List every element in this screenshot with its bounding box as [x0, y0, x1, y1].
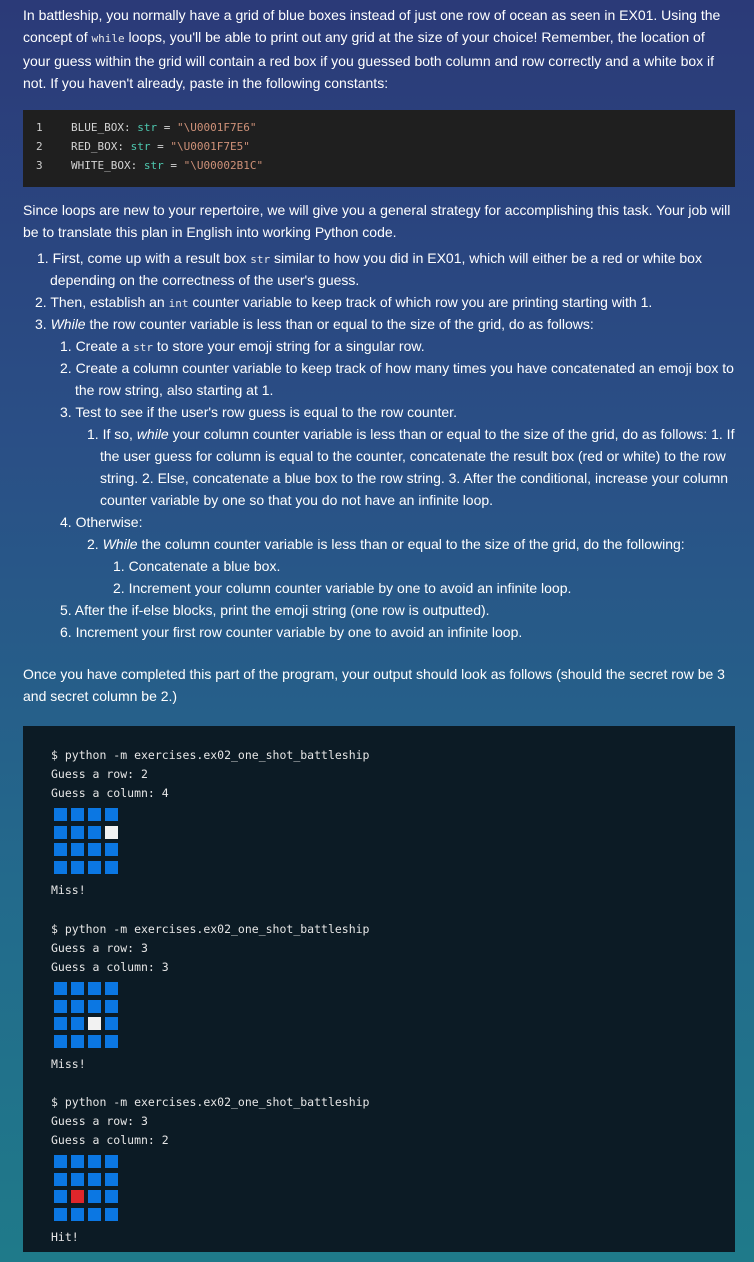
- grid-row: [54, 806, 118, 824]
- grid-row: [54, 859, 118, 877]
- blue-box-icon: [71, 1000, 84, 1013]
- constant-value: "\U0001F7E5": [170, 140, 250, 153]
- list-item: 5. After the if-else blocks, print the emoji string (one row is outputted).: [60, 602, 490, 618]
- line-number: 3: [36, 159, 43, 172]
- type-annotation: str: [143, 159, 164, 172]
- battleship-grid: [54, 980, 118, 1050]
- terminal-column-prompt: Guess a column: 3: [51, 960, 169, 974]
- constants-code-block[interactable]: 1 BLUE_BOX: str = "\U0001F7E6" 2 RED_BOX: str = "\U0001F7E5" 3 WHITE_BOX: str = "\U00002B1C": [23, 110, 735, 187]
- inline-code-str: str: [133, 341, 154, 354]
- blue-box-icon: [88, 861, 101, 874]
- blue-box-icon: [105, 1035, 118, 1048]
- intro-text-continued: loops, you'll be able to print out any grid at the size of your choice! Remember, the location of your guess within the grid will contain a red box if you guessed both column and row correctly and a white box if not. If you haven't already, paste in the following constants:: [23, 29, 715, 91]
- list-item: 2. While the column counter variable is less than or equal to the size of the grid, do the following:: [87, 536, 685, 552]
- list-item: 6. Increment your first row counter variable by one to avoid an infinite loop.: [60, 624, 523, 640]
- blue-box-icon: [71, 982, 84, 995]
- blue-box-icon: [88, 1000, 101, 1013]
- blue-box-icon: [88, 982, 101, 995]
- list-item-continued: the row string, also starting at 1.: [75, 382, 274, 398]
- list-item-continued: the user guess for column is equal to the counter, concatenate the result box (red or white) to the row: [100, 448, 726, 464]
- line-number: 1: [36, 121, 43, 134]
- list-item: 2. Then, establish an int counter variable to keep track of which row you are printing starting with 1.: [35, 294, 653, 310]
- grid-row: [54, 1206, 118, 1224]
- output-intro: Once you have completed this part of the program, your output should look as follows (should the secret row be 3 and secret column be 2.): [23, 666, 725, 704]
- blue-box-icon: [54, 1190, 67, 1203]
- blue-box-icon: [71, 826, 84, 839]
- blue-box-icon: [54, 1000, 67, 1013]
- white-box-icon: [105, 826, 118, 839]
- terminal-result: Hit!: [51, 1230, 79, 1244]
- blue-box-icon: [71, 1155, 84, 1168]
- blue-box-icon: [88, 1208, 101, 1221]
- type-annotation: str: [137, 121, 158, 134]
- blue-box-icon: [105, 1173, 118, 1186]
- constant-name: WHITE_BOX: [71, 159, 131, 172]
- blue-box-icon: [105, 1155, 118, 1168]
- red-box-icon: [71, 1190, 84, 1203]
- terminal-row-prompt: Guess a row: 3: [51, 1114, 148, 1128]
- list-item-continued: counter variable by one so that you do not have an infinite loop.: [100, 492, 494, 508]
- list-item: 4. Otherwise:: [60, 514, 143, 530]
- blue-box-icon: [88, 1035, 101, 1048]
- blue-box-icon: [71, 843, 84, 856]
- terminal-row-prompt: Guess a row: 2: [51, 767, 148, 781]
- blue-box-icon: [54, 1155, 67, 1168]
- intro-paragraph: [23, 4, 735, 92]
- blue-box-icon: [88, 1190, 101, 1203]
- blue-box-icon: [54, 1208, 67, 1221]
- blue-box-icon: [88, 826, 101, 839]
- grid-row: [54, 841, 118, 859]
- terminal-column-prompt: Guess a column: 4: [51, 786, 169, 800]
- list-item: 3. While the row counter variable is less than or equal to the size of the grid, do as follows:: [35, 316, 594, 332]
- terminal-command: $ python -m exercises.ex02_one_shot_battleship: [51, 1095, 370, 1109]
- grid-row: [54, 1033, 118, 1051]
- white-box-icon: [88, 1017, 101, 1030]
- strategy-intro: Since loops are new to your repertoire, we will give you a general strategy for accomplishing this task. Your job will be to translate this plan in English into working Python code.: [23, 202, 731, 240]
- inline-code-while: while: [91, 32, 125, 45]
- terminal-result: Miss!: [51, 1057, 86, 1071]
- constant-name: RED_BOX: [71, 140, 118, 153]
- list-item: 2. Create a column counter variable to keep track of how many times you have concatenated an emoji box to: [60, 360, 734, 376]
- blue-box-icon: [88, 808, 101, 821]
- blue-box-icon: [71, 861, 84, 874]
- line-number: 2: [36, 140, 43, 153]
- list-item: 1. Create a str to store your emoji string for a singular row.: [60, 338, 425, 354]
- blue-box-icon: [71, 1017, 84, 1030]
- list-item-continued: depending on the correctness of the user's guess.: [50, 272, 360, 288]
- terminal-result: Miss!: [51, 883, 86, 897]
- blue-box-icon: [88, 1173, 101, 1186]
- terminal-command: $ python -m exercises.ex02_one_shot_battleship: [51, 922, 370, 936]
- blue-box-icon: [71, 1173, 84, 1186]
- blue-box-icon: [71, 1035, 84, 1048]
- list-item-continued: string. 2. Else, concatenate a blue box to the row string. 3. After the conditional, increase your column: [100, 470, 729, 486]
- blue-box-icon: [54, 1035, 67, 1048]
- grid-row: [54, 1171, 118, 1189]
- grid-row: [54, 1153, 118, 1171]
- constant-name: BLUE_BOX: [71, 121, 124, 134]
- blue-box-icon: [54, 982, 67, 995]
- blue-box-icon: [88, 843, 101, 856]
- blue-box-icon: [54, 1173, 67, 1186]
- assignment-content: [23, 4, 735, 1244]
- list-item: 2. Increment your column counter variable by one to avoid an infinite loop.: [113, 580, 572, 596]
- terminal-output-block[interactable]: [23, 726, 735, 1252]
- blue-box-icon: [54, 843, 67, 856]
- blue-box-icon: [105, 861, 118, 874]
- constant-value: "\U00002B1C": [183, 159, 264, 172]
- battleship-grid: [54, 806, 118, 876]
- grid-row: [54, 824, 118, 842]
- grid-row: [54, 980, 118, 998]
- blue-box-icon: [105, 1190, 118, 1203]
- list-item: 1. First, come up with a result box str similar to how you did in EX01, which will either be a red or white box: [37, 250, 702, 266]
- intro-text: In battleship, you normally have a grid of blue boxes instead of just one row of ocean as seen in EX01. Using the concept of: [23, 7, 721, 45]
- blue-box-icon: [54, 808, 67, 821]
- terminal-column-prompt: Guess a column: 2: [51, 1133, 169, 1147]
- battleship-grid: [54, 1153, 118, 1223]
- grid-row: [54, 1188, 118, 1206]
- blue-box-icon: [54, 826, 67, 839]
- grid-row: [54, 998, 118, 1016]
- blue-box-icon: [105, 808, 118, 821]
- type-annotation: str: [130, 140, 151, 153]
- constant-value: "\U0001F7E6": [176, 121, 257, 134]
- blue-box-icon: [88, 1155, 101, 1168]
- blue-box-icon: [105, 1017, 118, 1030]
- blue-box-icon: [54, 861, 67, 874]
- list-item: 3. Test to see if the user's row guess is equal to the row counter.: [60, 404, 457, 420]
- terminal-command: $ python -m exercises.ex02_one_shot_battleship: [51, 748, 370, 762]
- blue-box-icon: [105, 1208, 118, 1221]
- blue-box-icon: [71, 1208, 84, 1221]
- blue-box-icon: [54, 1017, 67, 1030]
- blue-box-icon: [71, 808, 84, 821]
- grid-row: [54, 1015, 118, 1033]
- strategy-list: [23, 247, 735, 659]
- blue-box-icon: [105, 843, 118, 856]
- blue-box-icon: [105, 1000, 118, 1013]
- terminal-row-prompt: Guess a row: 3: [51, 941, 148, 955]
- blue-box-icon: [105, 982, 118, 995]
- list-item: 1. If so, while your column counter variable is less than or equal to the size of the grid, do as follows: 1. If: [87, 426, 735, 442]
- inline-code-int: int: [168, 297, 189, 310]
- inline-code-str: str: [250, 253, 271, 266]
- list-item: 1. Concatenate a blue box.: [113, 558, 281, 574]
